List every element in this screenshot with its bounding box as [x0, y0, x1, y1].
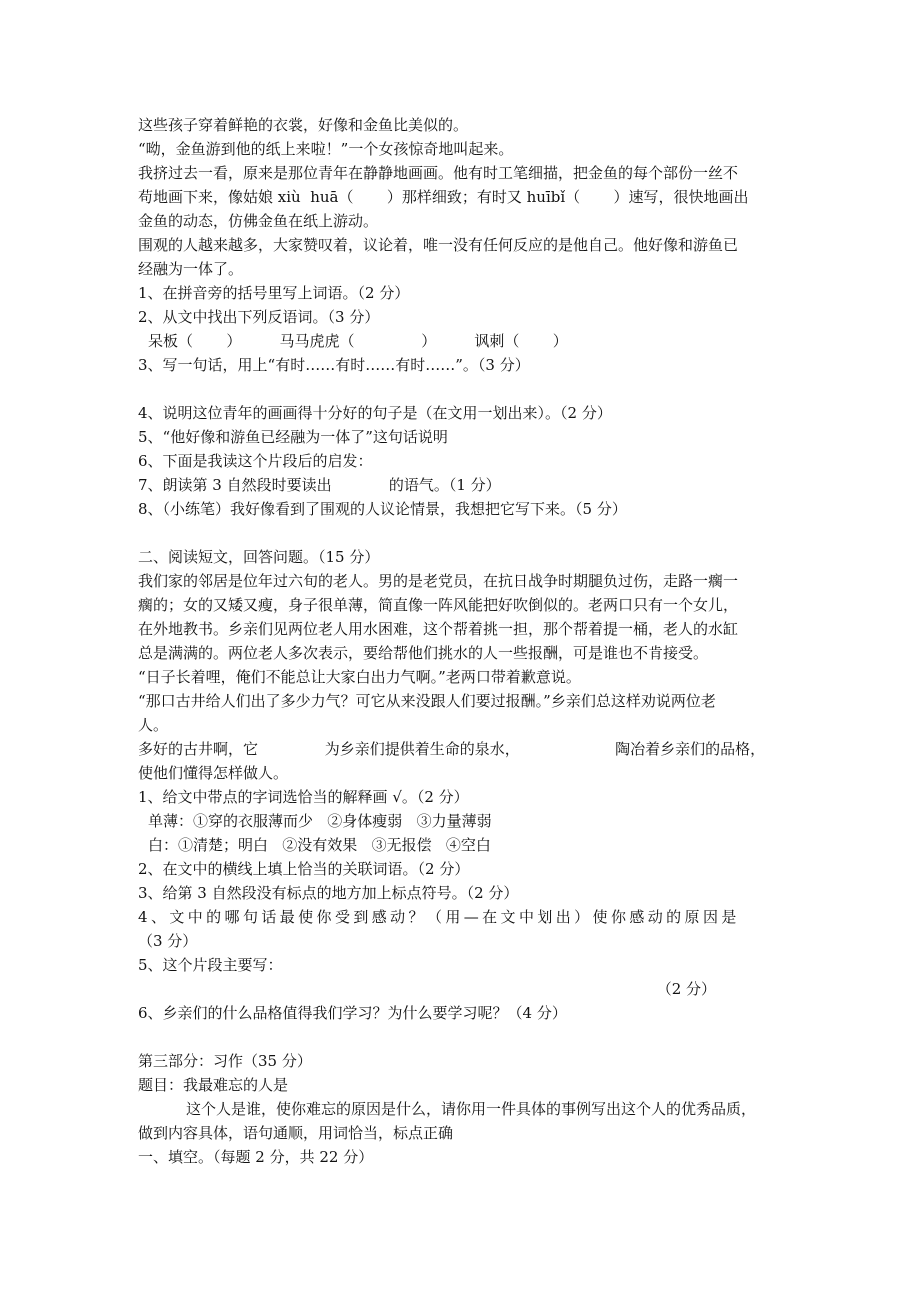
text-line: 金鱼的动态，仿佛金鱼在纸上游动。	[138, 212, 379, 230]
text-line: 经融为一体了。	[138, 260, 244, 278]
text-line: 围观的人越来越多，大家赞叹着，议论着，唯一没有任何反应的是他自己。他好像和游鱼已	[138, 236, 739, 254]
text-line: 题目：我最难忘的人是	[138, 1076, 289, 1094]
question-line: 7、朗读第 3 自然段时要读出 的语气。（1 分）	[138, 476, 501, 494]
text-line: 使他们懂得怎样做人。	[138, 764, 289, 782]
question-line: 2、在文中的横线上填上恰当的关联词语。（2 分）	[138, 860, 470, 878]
text-line: 苟地画下来，像姑娘 xiù huā（ ）那样细致；有时又 huībǐ（ ）速写，很快地画出	[138, 188, 749, 206]
score-line: （2 分）	[656, 980, 716, 998]
blank-line	[138, 377, 786, 401]
question-line: 2、从文中找出下列反语词。（3 分）	[138, 308, 380, 326]
question-line: （3 分）	[138, 932, 198, 950]
question-line: 6、乡亲们的什么品格值得我们学习？为什么要学习呢？（4 分）	[138, 1004, 567, 1022]
question-line: 5、这个片段主要写：	[138, 956, 283, 974]
question-line: 1、在拼音旁的括号里写上词语。（2 分）	[138, 284, 410, 302]
text-line: 瘸的；女的又矮又瘦，身子很单薄，简直像一阵风能把好吹倒似的。老两口只有一个女儿，	[138, 596, 739, 614]
text-line: 总是满满的。两位老人多次表示，要给帮他们挑水的人一些报酬，可是谁也不肯接受。	[138, 644, 709, 662]
blank-line	[138, 521, 786, 545]
text-line: 多好的古井啊，它 为乡亲们提供着生命的泉水， 陶冶着乡亲们的品格，	[138, 740, 766, 758]
section-heading: 二、阅读短文，回答问题。（15 分）	[138, 548, 380, 566]
text-line: 这些孩子穿着鲜艳的衣裳，好像和金鱼比美似的。	[138, 116, 469, 134]
text-line: 我们家的邻居是位年过六旬的老人。男的是老党员，在抗日战争时期腿负过伤，走路一瘸一	[138, 572, 739, 590]
question-line: 4、文中的哪句话最使你受到感动？（用—在文中划出）使你感动的原因是	[138, 908, 740, 926]
document-page	[138, 113, 786, 1169]
blank-line	[138, 1025, 786, 1049]
option-line: 单薄：①穿的衣服薄而少 ②身体瘦弱 ③力量薄弱	[148, 812, 492, 830]
question-line: 8、（小练笔）我好像看到了围观的人议论情景，我想把它写下来。（5 分）	[138, 500, 627, 518]
text-line: 我挤过去一看，原来是那位青年在静静地画画。他有时工笔细描，把金鱼的每个部份一丝不	[138, 164, 739, 182]
option-line: 白：①清楚；明白 ②没有效果 ③无报偿 ④空白	[148, 836, 491, 854]
question-line: 3、给第 3 自然段没有标点的地方加上标点符号。（2 分）	[138, 884, 519, 902]
question-line: 4、说明这位青年的画画得十分好的句子是（在文用一划出来）。（2 分）	[138, 404, 612, 422]
text-line: “日子长着哩，俺们不能总让大家白出力气啊。”老两口带着歉意说。	[138, 668, 581, 686]
text-line: “呦，金鱼游到他的纸上来啦！”一个女孩惊奇地叫起来。	[138, 140, 514, 158]
question-line: 1、给文中带点的字词选恰当的解释画 √。（2 分）	[138, 788, 469, 806]
text-line: 这个人是谁，使你难忘的原因是什么，请你用一件具体的事例写出这个人的优秀品质，	[186, 1100, 757, 1118]
text-line: 人。	[138, 716, 169, 734]
answer-line: 呆板（ ） 马马虎虎（ ） 讽刺（ ）	[148, 332, 568, 350]
section-heading: 一、填空。（每题 2 分，共 22 分）	[138, 1148, 374, 1166]
question-line: 6、下面是我读这个片段后的启发：	[138, 452, 373, 470]
question-line: 5、“他好像和游鱼已经融为一体了”这句话说明	[138, 428, 448, 446]
text-line: “那口古井给人们出了多少力气？可它从来没跟人们要过报酬。”乡亲们总这样劝说两位老	[138, 692, 716, 710]
section-heading: 第三部分：习作（35 分）	[138, 1052, 312, 1070]
question-line: 3、写一句话，用上“有时……有时……有时……”。（3 分）	[138, 356, 530, 374]
text-line: 做到内容具体，语句通顺，用词恰当，标点正确	[138, 1124, 454, 1142]
text-line: 在外地教书。乡亲们见两位老人用水困难，这个帮着挑一担，那个帮着提一桶，老人的水缸	[138, 620, 739, 638]
